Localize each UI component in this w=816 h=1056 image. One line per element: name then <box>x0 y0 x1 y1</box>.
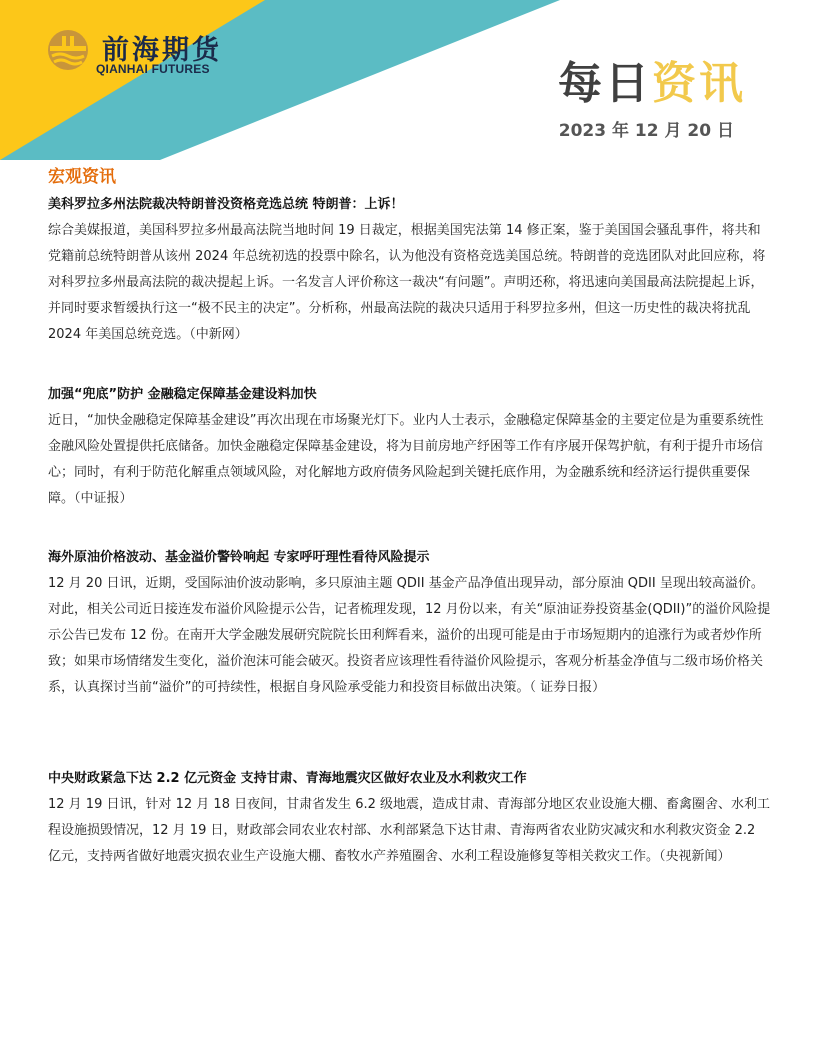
article-body: 12 月 20 日讯，近期，受国际油价波动影响，多只原油主题 QDII 基金产品净值出现异动，部分原油 QDII 呈现出较高溢价。对此，相关公司近日接连发布溢价风险提示公告，记者梳理发现，12 月份以来，有关“原油证券投资基金(QDII)”的溢价风险提示公告已发布 12 份。在南开大学金融发展研究院院长田利辉看来，溢价的出现可能是由于市场短期内的追涨行为或者炒作所致；如果市场情绪发生变化，溢价泡沫可能会破灭。投资者应该理性看待溢价风险提示，客观分析基金净值与二级市场价格关系，认真探讨当前“溢价”的可持续性，根据自身风险承受能力和投资目标做出决策。（ 证券日报） <box>48 576 771 695</box>
article-item <box>48 192 772 348</box>
article-title: 加强“兜底”防护 金融稳定保障基金建设料加快 <box>48 387 317 402</box>
logo-english-name: QIANHAI FUTURES <box>96 62 210 76</box>
logo-chinese-name: 前海期货 <box>102 35 222 66</box>
article-body: 近日，“加快金融稳定保障基金建设”再次出现在市场聚光灯下。业内人士表示，金融稳定保障基金的主要定位是为重要系统性金融风险处置提供托底储备。加快金融稳定保障基金建设，将为目前房地产纾困等工作有序展开保驾护航，有利于提升市场信心；同时，有利于防范化解重点领域风险，对化解地方政府债务风险起到关键托底作用，为金融系统和经济运行提供重要保障。（中证报） <box>48 413 764 506</box>
title-part-1: 每日 <box>558 58 652 109</box>
company-logo <box>44 22 244 82</box>
page-title <box>558 47 746 111</box>
article-item <box>48 382 772 512</box>
article-item <box>48 766 772 870</box>
article-body: 综合美媒报道，美国科罗拉多州最高法院当地时间 19 日裁定，根据美国宪法第 14 修正案，鉴于美国国会骚乱事件，将共和党籍前总统特朗普从该州 2024 年总统初选的投票中除名，认为他没有资格竞选美国总统。特朗普的竞选团队对此回应称，将对科罗拉多州最高法院的裁决提起上诉。一名发言人评价称这一裁决“有问题”。声明还称，将迅速向美国最高法院提起上诉，并同时要求暂缓执行这一“极不民主的决定”。分析称，州最高法院的裁决只适用于科罗拉多州，但这一历史性的裁决将扰乱 2024 年美国总统竞选。（中新网） <box>48 223 766 342</box>
logo-mark-icon <box>44 26 92 74</box>
article-title: 美科罗拉多州法院裁决特朗普没资格竞选总统 特朗普：上诉！ <box>48 197 404 212</box>
article-body: 12 月 19 日讯，针对 12 月 18 日夜间，甘肃省发生 6.2 级地震，造成甘肃、青海部分地区农业设施大棚、畜禽圈舍、水利工程设施损毁情况，12 月 19 日，财政部会同农业农村部、水利部紧急下达甘肃、青海两省农业防灾减灾和水利救灾资金 2.2 亿元，支持两省做好地震灾损农业生产设施大棚、畜牧水产养殖圈舍、水利工程设施修复等相关救灾工作。（央视新闻） <box>48 797 771 864</box>
publish-date: 2023 年 12 月 20 日 <box>558 121 734 141</box>
article-item <box>48 545 772 701</box>
title-part-2: 资讯 <box>652 58 746 109</box>
article-title: 海外原油价格波动、基金溢价警铃响起 专家呼吁理性看待风险提示 <box>48 550 430 565</box>
article-title: 中央财政紧急下达 2.2 亿元资金 支持甘肃、青海地震灾区做好农业及水利救灾工作 <box>48 771 527 786</box>
section-title: 宏观资讯 <box>48 167 116 187</box>
